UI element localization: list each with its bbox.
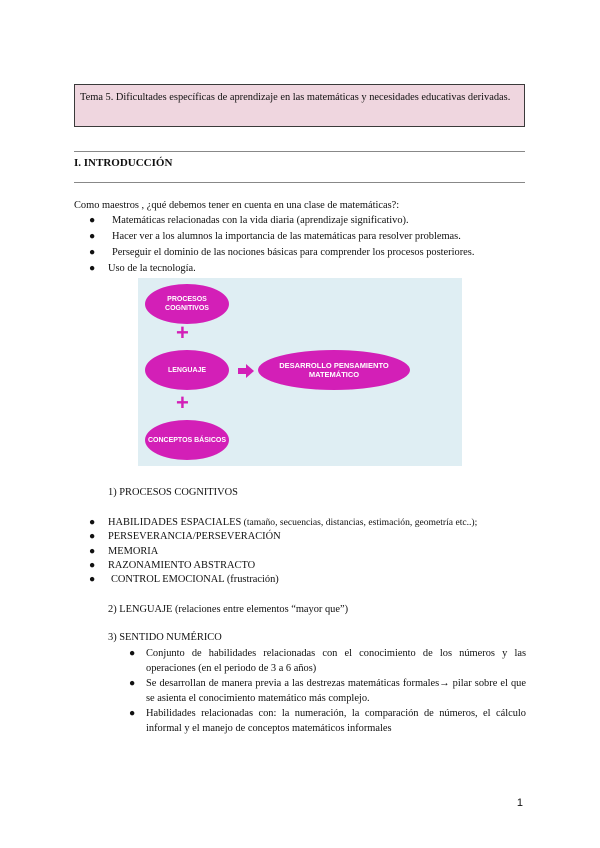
section-heading: I. INTRODUCCIÓN	[74, 157, 173, 169]
oval-desarrollo-pensamiento: DESARROLLO PENSAMIENTO MATEMÁTICO	[258, 350, 410, 390]
list-item: MEMORIA	[108, 546, 159, 557]
list-item: Se desarrollan de manera previa a las destrezas matemáticas formales→ pilar sobre el que se asienta el conocimiento matemático más complejo.	[146, 678, 526, 704]
divider-top	[74, 151, 525, 152]
plus-icon: +	[176, 320, 189, 345]
list-bullet: ●	[89, 517, 96, 528]
list-bullet: ●	[89, 231, 96, 242]
list-item: Perseguir el dominio de las nociones básicas para comprender los procesos posteriores.	[112, 247, 475, 258]
list-item: Matemáticas relacionadas con la vida diaria (aprendizaje significativo).	[112, 215, 409, 226]
arrow-right-icon	[238, 364, 254, 378]
item-label: CONTROL EMOCIONAL	[111, 574, 225, 585]
oval-lenguaje: LENGUAJE	[145, 350, 229, 390]
item-detail: (frustración)	[224, 574, 279, 585]
list-bullet: ●	[129, 648, 136, 659]
concept-diagram	[138, 278, 462, 466]
list-item: Habilidades relacionadas con: la numeración, la comparación de números, el cálculo informal y el manejo de conceptos matemáticos informales	[146, 708, 526, 734]
item-detail: (tamaño, secuencias, distancias, estimación, geometría etc..);	[241, 517, 478, 528]
list-bullet: ●	[89, 247, 96, 258]
subsection-lenguaje	[108, 602, 348, 617]
list-item	[108, 515, 477, 530]
subsection-heading: 2) LENGUAJE	[108, 604, 173, 615]
list-bullet: ●	[89, 574, 96, 585]
oval-procesos-cognitivos: PROCESOS COGNITIVOS	[145, 284, 229, 324]
list-item: Uso de la tecnología.	[108, 263, 196, 274]
list-item: PERSEVERANCIA/PERSEVERACIÓN	[108, 531, 281, 542]
item-label: HABILIDADES ESPACIALES	[108, 517, 242, 528]
list-item: RAZONAMIENTO ABSTRACTO	[108, 560, 256, 571]
divider-bottom	[74, 182, 525, 183]
list-item: Conjunto de habilidades relacionadas con el conocimiento de los números y las operaciones (en el periodo de 3 a 6 años)	[146, 648, 526, 674]
list-bullet: ●	[89, 263, 96, 274]
topic-title-box	[74, 84, 525, 127]
subsection-detail: (relaciones entre elementos “mayor que”)	[172, 604, 349, 615]
subsection-heading: 3) SENTIDO NUMÉRICO	[108, 632, 222, 643]
topic-title: Tema 5. Dificultades específicas de aprendizaje en las matemáticas y necesidades educativas derivadas.	[80, 92, 511, 103]
list-bullet: ●	[89, 560, 96, 571]
list-bullet: ●	[89, 215, 96, 226]
plus-icon: +	[176, 390, 189, 415]
list-bullet: ●	[129, 708, 136, 719]
page-number: 1	[516, 797, 523, 809]
subsection-heading: 1) PROCESOS COGNITIVOS	[108, 487, 238, 498]
list-bullet: ●	[89, 546, 96, 557]
list-item	[111, 572, 279, 587]
list-bullet: ●	[89, 531, 96, 542]
list-bullet: ●	[129, 678, 136, 689]
intro-question: Como maestros , ¿qué debemos tener en cuenta en una clase de matemáticas?:	[74, 200, 400, 211]
oval-conceptos-basicos: CONCEPTOS BÁSICOS	[145, 420, 229, 460]
list-item: Hacer ver a los alumnos la importancia de las matemáticas para resolver problemas.	[112, 231, 461, 242]
